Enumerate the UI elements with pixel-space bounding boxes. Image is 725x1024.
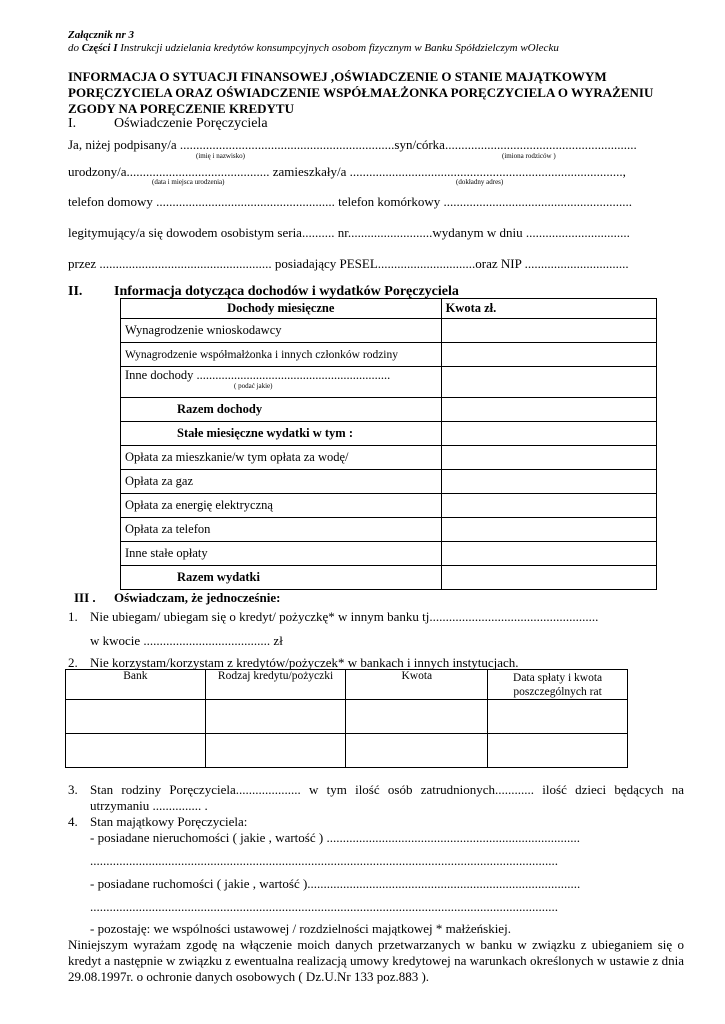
title-line-1: INFORMACJA O SYTUACJI FINANSOWEJ ,OŚWIADCZENIE O STANIE MAJĄTKOWYM — [68, 69, 607, 84]
amount-cell[interactable] — [441, 518, 656, 542]
table-row — [121, 542, 657, 566]
table-row — [66, 700, 628, 734]
amount-cell[interactable] — [441, 494, 656, 518]
movables-dots: ................................................................................................................................................ — [90, 899, 558, 914]
amount-cell[interactable] — [346, 734, 488, 768]
section-3-number: III . — [74, 590, 96, 605]
repayment-cell[interactable] — [488, 700, 628, 734]
annex-reference: do Części I Instrukcji udzielania kredytów konsumpcyjnych osobom fizycznym w Banku Spółdzielczym wOlecku — [68, 42, 559, 54]
section-1-heading: Oświadczenie Poręczyciela — [114, 116, 268, 131]
amount-column-header: Kwota zł. — [441, 299, 656, 319]
loan-amount-line: w kwocie ....................................... zł — [90, 633, 283, 648]
hint-specify: ( podać jakie) — [234, 382, 273, 390]
amount-cell[interactable] — [441, 319, 656, 343]
row-label: Opłata za telefon — [121, 518, 442, 542]
amount-cell[interactable] — [441, 422, 656, 446]
issuer-line: przez ..................................................... posiadający PESEL..............................oraz NIP ................................ — [68, 256, 629, 271]
amount-cell[interactable] — [441, 470, 656, 494]
section-2-heading: Informacja dotycząca dochodów i wydatków Poręczyciela — [114, 284, 459, 299]
movables-line: - posiadane ruchomości ( jakie , wartość ).................................................................................... — [90, 876, 581, 891]
amount-cell[interactable] — [441, 398, 656, 422]
name-line: Ja, niżej podpisany/a ..................................................................syn/córka........................................................... — [68, 137, 637, 152]
assets-heading: Stan majątkowy Poręczyciela: — [90, 814, 248, 829]
section-1-number: I. — [68, 116, 77, 131]
real-estate-line: - posiadane nieruchomości ( jakie , wartość ) .............................................................................. — [90, 830, 580, 845]
other-loans-statement: Nie ubiegam/ ubiegam się o kredyt/ pożyczkę* w innym banku tj.................................................... — [90, 609, 599, 624]
income-expense-table — [120, 298, 657, 590]
table-row — [121, 518, 657, 542]
table-row — [121, 566, 657, 590]
row-label: Wynagrodzenie współmałżonka i innych członków rodziny — [121, 343, 442, 367]
family-status-line: Stan rodziny Poręczyciela.................... w tym ilość osób zatrudnionych............ ilość dzieci będących na utrzymaniu ............... . — [90, 782, 684, 813]
marital-property-line: - pozostaję: we wspólności ustawowej / rozdzielności majątkowej * małżeńskiej. — [90, 921, 511, 936]
phone-line: telefon domowy ....................................................... telefon komórkowy .......................................................... — [68, 194, 633, 209]
row-label: Opłata za gaz — [121, 470, 442, 494]
table-row — [121, 398, 657, 422]
data-consent-paragraph: Niniejszym wyrażam zgodę na włączenie moich danych przetwarzanych w banku w związku z ubieganiem się o kredyt a następnie w związku z ewentualna realizacją umowy kredytowej na warunkach określonych w ustawie z dnia 29.08.1997r. o ochronie danych osobowych ( Dz.U.Nr 133 poz.883 ). — [68, 937, 684, 984]
section-3-heading: Oświadczam, że jednocześnie: — [114, 590, 281, 605]
row-label: Inne dochody .............................................................. ( podać jakie) — [121, 367, 442, 398]
income-column-header: Dochody miesięczne — [121, 299, 442, 319]
hint-parents: (imiona rodziców ) — [502, 152, 556, 160]
title-line-2: PORĘCZYCIELA ORAZ OŚWIADCZENIE WSPÓŁMAŁŻONKA PORĘCZYCIELA O WYRAŻENIU — [68, 85, 654, 100]
row-label: Inne stałe opłaty — [121, 542, 442, 566]
table-row — [121, 422, 657, 446]
repayment-column-header: Data spłaty i kwota poszczególnych rat — [488, 670, 628, 700]
loan-type-cell[interactable] — [205, 700, 346, 734]
row-label: Opłata za mieszkanie/w tym opłata za wodę/ — [121, 446, 442, 470]
loan-type-column-header: Rodzaj kredytu/pożyczki — [205, 670, 346, 700]
item-4-number: 4. — [68, 814, 78, 829]
amount-cell[interactable] — [441, 343, 656, 367]
hint-name: (imię i nazwisko) — [196, 152, 245, 160]
hint-birth: (data i miejsca urodzenia) — [152, 178, 225, 186]
id-card-line: legitymujący/a się dowodem osobistym seria.......... nr..........................wydanym w dniu ................................ — [68, 225, 630, 240]
total-expenses-label: Razem wydatki — [121, 566, 442, 590]
table-row — [66, 734, 628, 768]
real-estate-dots: ................................................................................................................................................ — [90, 853, 558, 868]
row-label: Wynagrodzenie wnioskodawcy — [121, 319, 442, 343]
bank-cell[interactable] — [66, 734, 206, 768]
table-row — [121, 494, 657, 518]
table-row — [121, 470, 657, 494]
annex-number: Załącznik nr 3 — [68, 29, 135, 41]
table-row — [121, 367, 657, 398]
birth-line: urodzony/a............................................ zamieszkały/a ...................................................................................., — [68, 164, 626, 179]
loan-type-cell[interactable] — [205, 734, 346, 768]
amount-cell[interactable] — [346, 700, 488, 734]
table-row — [121, 343, 657, 367]
hint-address: (dokładny adres) — [456, 178, 504, 186]
amount-cell[interactable] — [441, 446, 656, 470]
repayment-cell[interactable] — [488, 734, 628, 768]
loans-table — [65, 669, 628, 768]
section-2-number: II. — [68, 284, 83, 299]
bank-cell[interactable] — [66, 700, 206, 734]
item-2-number: 2. — [68, 655, 78, 670]
existing-loans-statement: Nie korzystam/korzystam z kredytów/pożyczek* w bankach i innych instytucjach. — [90, 655, 519, 670]
amount-cell[interactable] — [441, 566, 656, 590]
expenses-subheader: Stałe miesięczne wydatki w tym : — [121, 422, 442, 446]
amount-cell[interactable] — [441, 367, 656, 398]
amount-cell[interactable] — [441, 542, 656, 566]
item-3-number: 3. — [68, 782, 78, 797]
title-line-3: ZGODY NA PORĘCZENIE KREDYTU — [68, 101, 294, 116]
table-row — [121, 446, 657, 470]
table-row — [121, 319, 657, 343]
bank-column-header: Bank — [66, 670, 206, 700]
amount-column-header: Kwota — [346, 670, 488, 700]
total-income-label: Razem dochody — [121, 398, 442, 422]
item-1-number: 1. — [68, 609, 78, 624]
row-label: Opłata za energię elektryczną — [121, 494, 442, 518]
